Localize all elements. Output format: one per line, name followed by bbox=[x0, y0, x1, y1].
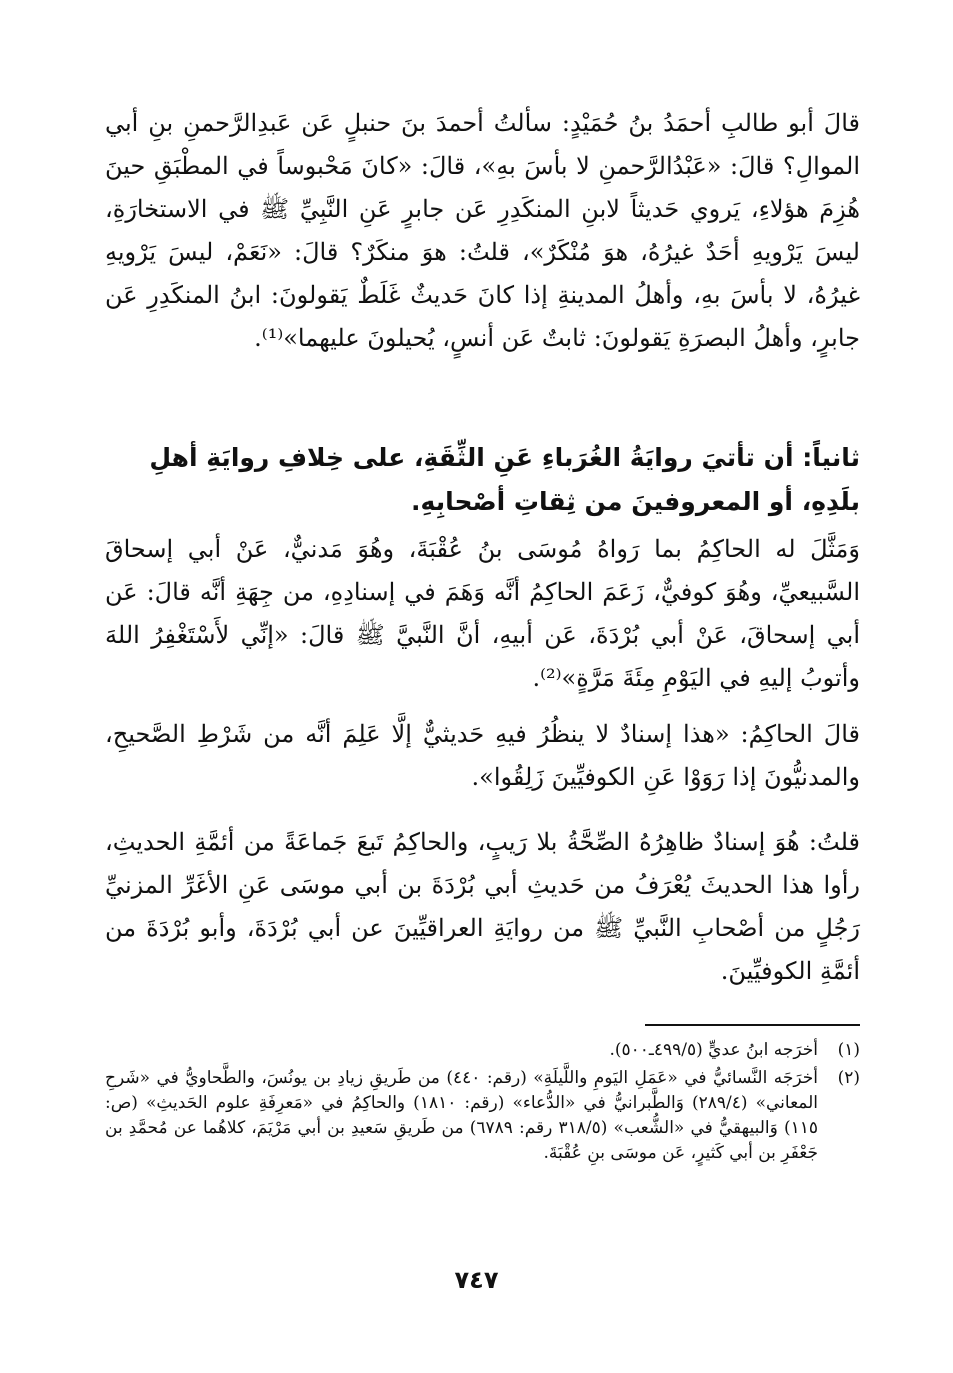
footnote-text: أخرَجه ابنُ عديٍّ (٤٩٩/٥ـ٥٠٠). bbox=[609, 1040, 818, 1060]
footnote-text: أخرَجَه النَّسائيُّ في «عَمَلِ اليَومِ واللَّيلَةِ» (رقم: ٤٤٠) من طَريقِ زيادِ بن يونُسَ، والطَّحاويُّ في «شَرحِ المعاني» (٢٨٩/٤) وَالطَّبرانيُّ في «الدُّعاء» (رقم: ١٨١٠) والحاكِمُ في «مَعرِفَةِ علوم الحَديثِ» (ص: ١١٥) وَالبيهقيُّ في «الشُّعب» (٣١٨/٥ رقم: ٦٧٨٩) من طَريقِ سَعيدِ بن أبي مَرْيَمَ، كلاهُما عن مُحمَّدِ بن جَعْفَرِ بن أبي كَثيرٍ، عَن موسَى بنِ عُقْبَةَ. bbox=[105, 1068, 819, 1163]
footnote-2 bbox=[105, 1066, 860, 1166]
section-heading: ثانياً: أن تأتيَ روايَةُ الغُرَباءِ عَنِ الثِّقَةِ، على خِلافِ روايَةِ أهلِ بلَدِهِ، أو المعروفينَ من ثِقاتِ أصْحابِهِ. bbox=[149, 443, 860, 516]
paragraph-abu-talib: قالَ أبو طالبِ أحمَدُ بنُ حُمَيْدٍ: سألتُ أحمدَ بنَ حنبلٍ عَن عَبدِالرَّحمنِ بنِ أبي الموالِ؟ قالَ: «عَبْدُالرَّحمنِ لا بأسَ بهِ»، قالَ: «كانَ مَحْبوساً في المطْبَقِ حينَ هُزِمَ هؤلاءِ، يَروي حَديثاً لابنِ المنكَدِرِ عَن جابرٍ عَنِ النَّبِيِّ ﷺ في الاستخارَةِ، ليسَ يَرْويهِ أحَدٌ غيرُهُ، هوَ مُنْكَرٌ»، قلتُ: هوَ منكَرٌ؟ قالَ: «نَعَمْ، ليسَ يَرْويهِ غيرُهُ، لا بأسَ بهِ، وأهلُ المدينةِ إذا كانَ حَديثٌ غَلَطٌ يَقولونَ: ابنُ المنكَدِرِ عَن جابرٍ، وأهلُ البصرَةِ يَقولونَ: ثابتٌ عَن أنسٍ، يُحيلونَ عليهما»⁽¹⁾. bbox=[105, 109, 860, 352]
footnote-divider bbox=[645, 1024, 860, 1026]
page-number: ٧٤٧ bbox=[454, 1266, 499, 1294]
footnotes bbox=[105, 1038, 860, 1169]
paragraph-hakim-quote: قالَ الحاكِمُ: «هذا إسنادٌ لا ينظُرُ فيهِ حَديثيٌّ إلَّا عَلِمَ أنَّه من شَرْطِ الصَّحيحِ، والمدنيُّونَ إذا رَوَوْا عَنِ الكوفيِّينَ زَلِقُوا». bbox=[105, 720, 860, 791]
paragraph-hakim-example: وَمَثَّلَ له الحاكِمُ بما رَواهُ مُوسَى بنُ عُقْبَةَ، وهُوَ مَدنيٌّ، عَنْ أبي إسحاقَ السَّبيعيِّ، وهُوَ كوفيٌّ، زَعَمَ الحاكِمُ أنَّه وَهَمَ في إسنادِهِ، من جِهَةِ أنَّه قالَ: عَن أبي إسحاقَ، عَنْ أبي بُرْدَةَ، عَن أبيهِ، أنَّ النَّبيَّ ﷺ قالَ: «إنِّي لأَسْتَغْفِرُ اللهَ وأتوبُ إليهِ في اليَوْمِ مِئَةَ مَرَّةٍ»⁽²⁾. bbox=[105, 535, 861, 692]
paragraph-author-comment: قلتُ: هُوَ إسنادٌ ظاهِرُهُ الصِّحَّةُ بلا رَيبٍ، والحاكِمُ تَبعَ جَماعَةً من أئمَّةِ الحديثِ، رأوا هذا الحديثَ يُعْرَفُ من حَديثِ أبي بُرْدَةَ بن أبي موسَى عَنِ الأغَرِّ المزنيِّ رَجُلٍ من أصْحابِ النَّبيِّ ﷺ من روايَةِ العراقيِّينَ عن أبي بُرْدَةَ، وأبو بُرْدَةَ من أئمَّةِ الكوفيِّينَ. bbox=[105, 828, 860, 985]
footnote-number: (١) bbox=[837, 1040, 860, 1060]
footnote-number: (٢) bbox=[837, 1068, 860, 1088]
footnote-1 bbox=[105, 1038, 860, 1063]
